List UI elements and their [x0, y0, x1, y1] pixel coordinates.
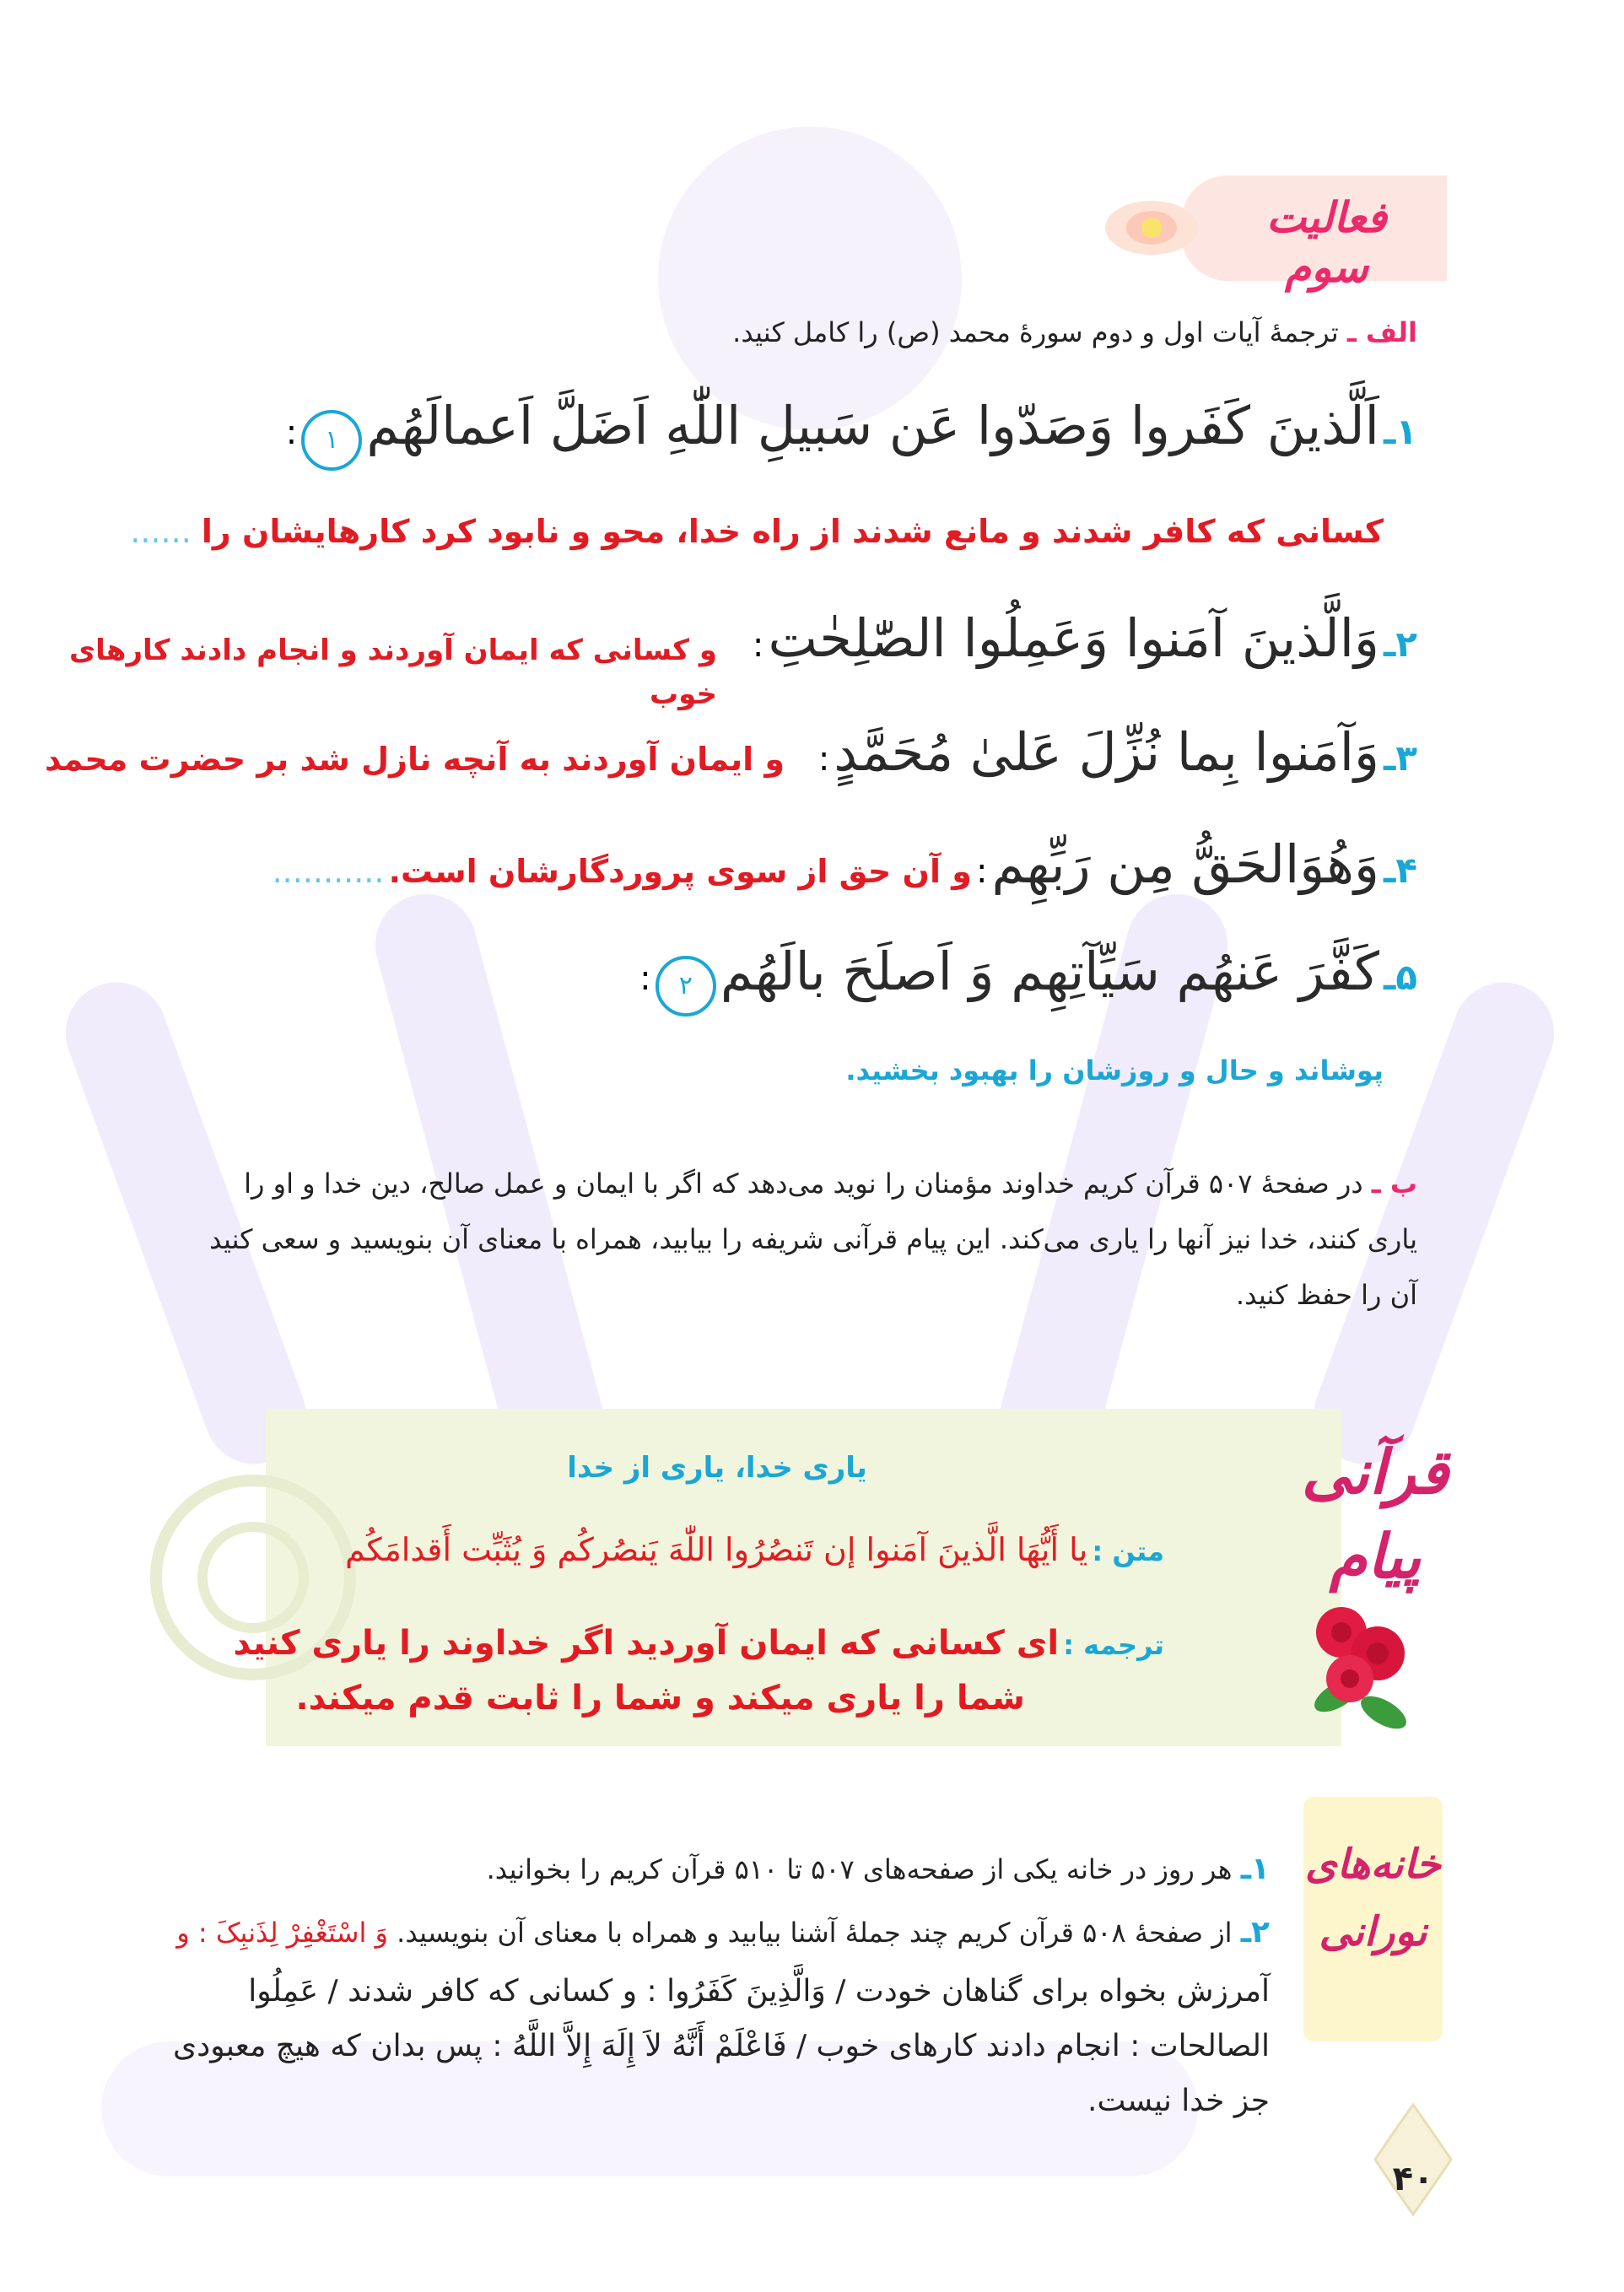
home-item-2	[30, 1915, 1270, 1950]
flower-ornament-icon	[1097, 173, 1206, 283]
verse-translation: پوشاند و حال و روزشان را بهبود بخشید.	[845, 1054, 1384, 1087]
verse-arabic: وَهُوَالحَقُّ مِن رَبِّهِم	[991, 833, 1379, 895]
message-text: یا أَیُّهَا الَّذینَ آمَنوا إن تَنصُرُوا اللّٰهَ یَنصُرکُم وَ یُثَبِّت أَقدامَکُم	[345, 1531, 1088, 1568]
dotted-line: ...........	[272, 853, 385, 890]
part-be-label: ب ـ	[1371, 1168, 1417, 1200]
home-answer-line: آمرزش بخواه برای گناهان خودت / وَالَّذِینَ کَفَرُوا : و کسانی که کافر شدند / عَمِلُوا	[248, 1974, 1270, 2009]
quranic-message-title	[1282, 1430, 1468, 1599]
instruction-line	[236, 316, 1417, 348]
message-translation-row	[233, 1624, 1164, 1663]
home-item-1	[342, 1852, 1270, 1886]
watermark-shape	[658, 127, 962, 430]
quranic-message-title-line: پیام	[1329, 1520, 1422, 1592]
dotted-line: ......	[130, 513, 192, 550]
rose-icon	[1303, 1586, 1413, 1755]
activity-title: فعالیت سوم	[1266, 192, 1387, 292]
message-translation: شما را یاری میکند و شما را ثابت قدم میکند.	[295, 1679, 1025, 1718]
verse-4	[194, 833, 1417, 895]
verse-number: ۳ـ	[1384, 737, 1417, 779]
home-item-number: ۲ـ	[1240, 1915, 1270, 1950]
quranic-message-title-line: قرآنی	[1301, 1436, 1449, 1507]
verse-number: ۴ـ	[1384, 849, 1417, 891]
home-answer-line: جز خدا نیست.	[1087, 2084, 1270, 2118]
verse-arabic: وَآمَنوا بِما نُزِّلَ عَلیٰ مُحَمَّدٍ	[834, 721, 1379, 783]
home-activity-title	[1303, 1831, 1443, 1966]
home-answer-line: الصالحات : انجام دادند کارهای خوب / فَاعْلَمْ أَنَّهُ لاَ إِلَهَ إِلاَّ اللَّهُ : پس بدان که هیچ معبودی	[173, 2029, 1270, 2063]
home-item-answer: وَ اسْتَغْفِرْ لِذَنبِکَ : و	[176, 1917, 388, 1949]
verse-colon: :	[285, 413, 298, 452]
verse-colon: :	[639, 959, 651, 998]
page-number: ۴۰	[1392, 2160, 1434, 2198]
part-be-text: در صفحهٔ ۵۰۷ قرآن کریم خداوند مؤمنان را نوید می‌دهد که اگر با ایمان و عمل صالح، دین خدا و او را یاری کنند، خدا نیز آنها را یاری می‌کند. این پیام قرآنی شریفه را بیابید، همراه با معنای آن بنویسید و سعی کنید آن را حفظ کنید.	[209, 1168, 1417, 1311]
verse-colon: :	[975, 852, 988, 891]
verse-translation: کسانی که کافر شدند و مانع شدند از راه خدا، محو و نابود کرد کارهایشان را	[201, 513, 1384, 550]
home-item-number: ۱ـ	[1240, 1852, 1270, 1886]
verse-5	[236, 941, 1417, 1017]
verse-translation: و کسانی که ایمان آوردند و انجام دادند کارهای خوب	[68, 634, 717, 711]
part-alef-instruction: ترجمهٔ آیات اول و دوم سورهٔ محمد (ص) را کامل کنید.	[732, 316, 1339, 348]
ayah-number: ۲	[678, 970, 693, 1000]
verse-number: ۵ـ	[1384, 957, 1417, 998]
ayah-marker-icon	[301, 410, 362, 471]
home-activity-title-line: خانه‌های	[1305, 1841, 1441, 1888]
message-translation: ای کسانی که ایمان آوردید اگر خداوند را یاری کنید	[233, 1624, 1060, 1663]
ayah-marker-icon	[656, 956, 716, 1017]
verse-1-translation-line	[118, 513, 1384, 550]
home-item-text: هر روز در خانه یکی از صفحه‌های ۵۰۷ تا ۵۱۰ قرآن کریم را بخوانید.	[486, 1853, 1233, 1885]
message-heading: یاری خدا، یاری از خدا	[567, 1451, 867, 1485]
part-be-paragraph	[186, 1156, 1417, 1323]
verse-colon: :	[817, 740, 830, 779]
message-translation-label: ترجمه :	[1063, 1629, 1164, 1661]
verse-arabic: وَالَّذینَ آمَنوا وَعَمِلُوا الصّٰلِحٰتِ	[768, 607, 1379, 669]
part-alef-label: الف ـ	[1346, 316, 1417, 348]
verse-translation: و آن حق از سوی پروردگارشان است.	[388, 853, 972, 890]
ayah-number: ۱	[325, 424, 339, 455]
home-activity-title-line: نورانی	[1319, 1908, 1427, 1955]
home-item-text: از صفحهٔ ۵۰۸ قرآن کریم چند جملهٔ آشنا بیابید و همراه با معنای آن بنویسید.	[397, 1917, 1233, 1949]
verse-translation: و ایمان آوردند به آنچه نازل شد بر حضرت محمد	[44, 741, 785, 778]
verse-number: ۱ـ	[1384, 411, 1417, 452]
message-text-label: متن :	[1092, 1535, 1164, 1567]
message-text-row	[152, 1531, 1164, 1568]
verse-1	[152, 395, 1417, 471]
verse-number: ۲ـ	[1384, 623, 1417, 665]
verse-arabic: اَلَّذینَ کَفَروا وَصَدّوا عَن سَبیلِ اللّٰهِ اَضَلَّ اَعمالَهُم	[366, 395, 1379, 456]
verse-colon: :	[752, 626, 764, 665]
verse-arabic: کَفَّرَ عَنهُم سَیِّآتِهِم وَ اَصلَحَ بالَهُم	[720, 941, 1379, 1002]
